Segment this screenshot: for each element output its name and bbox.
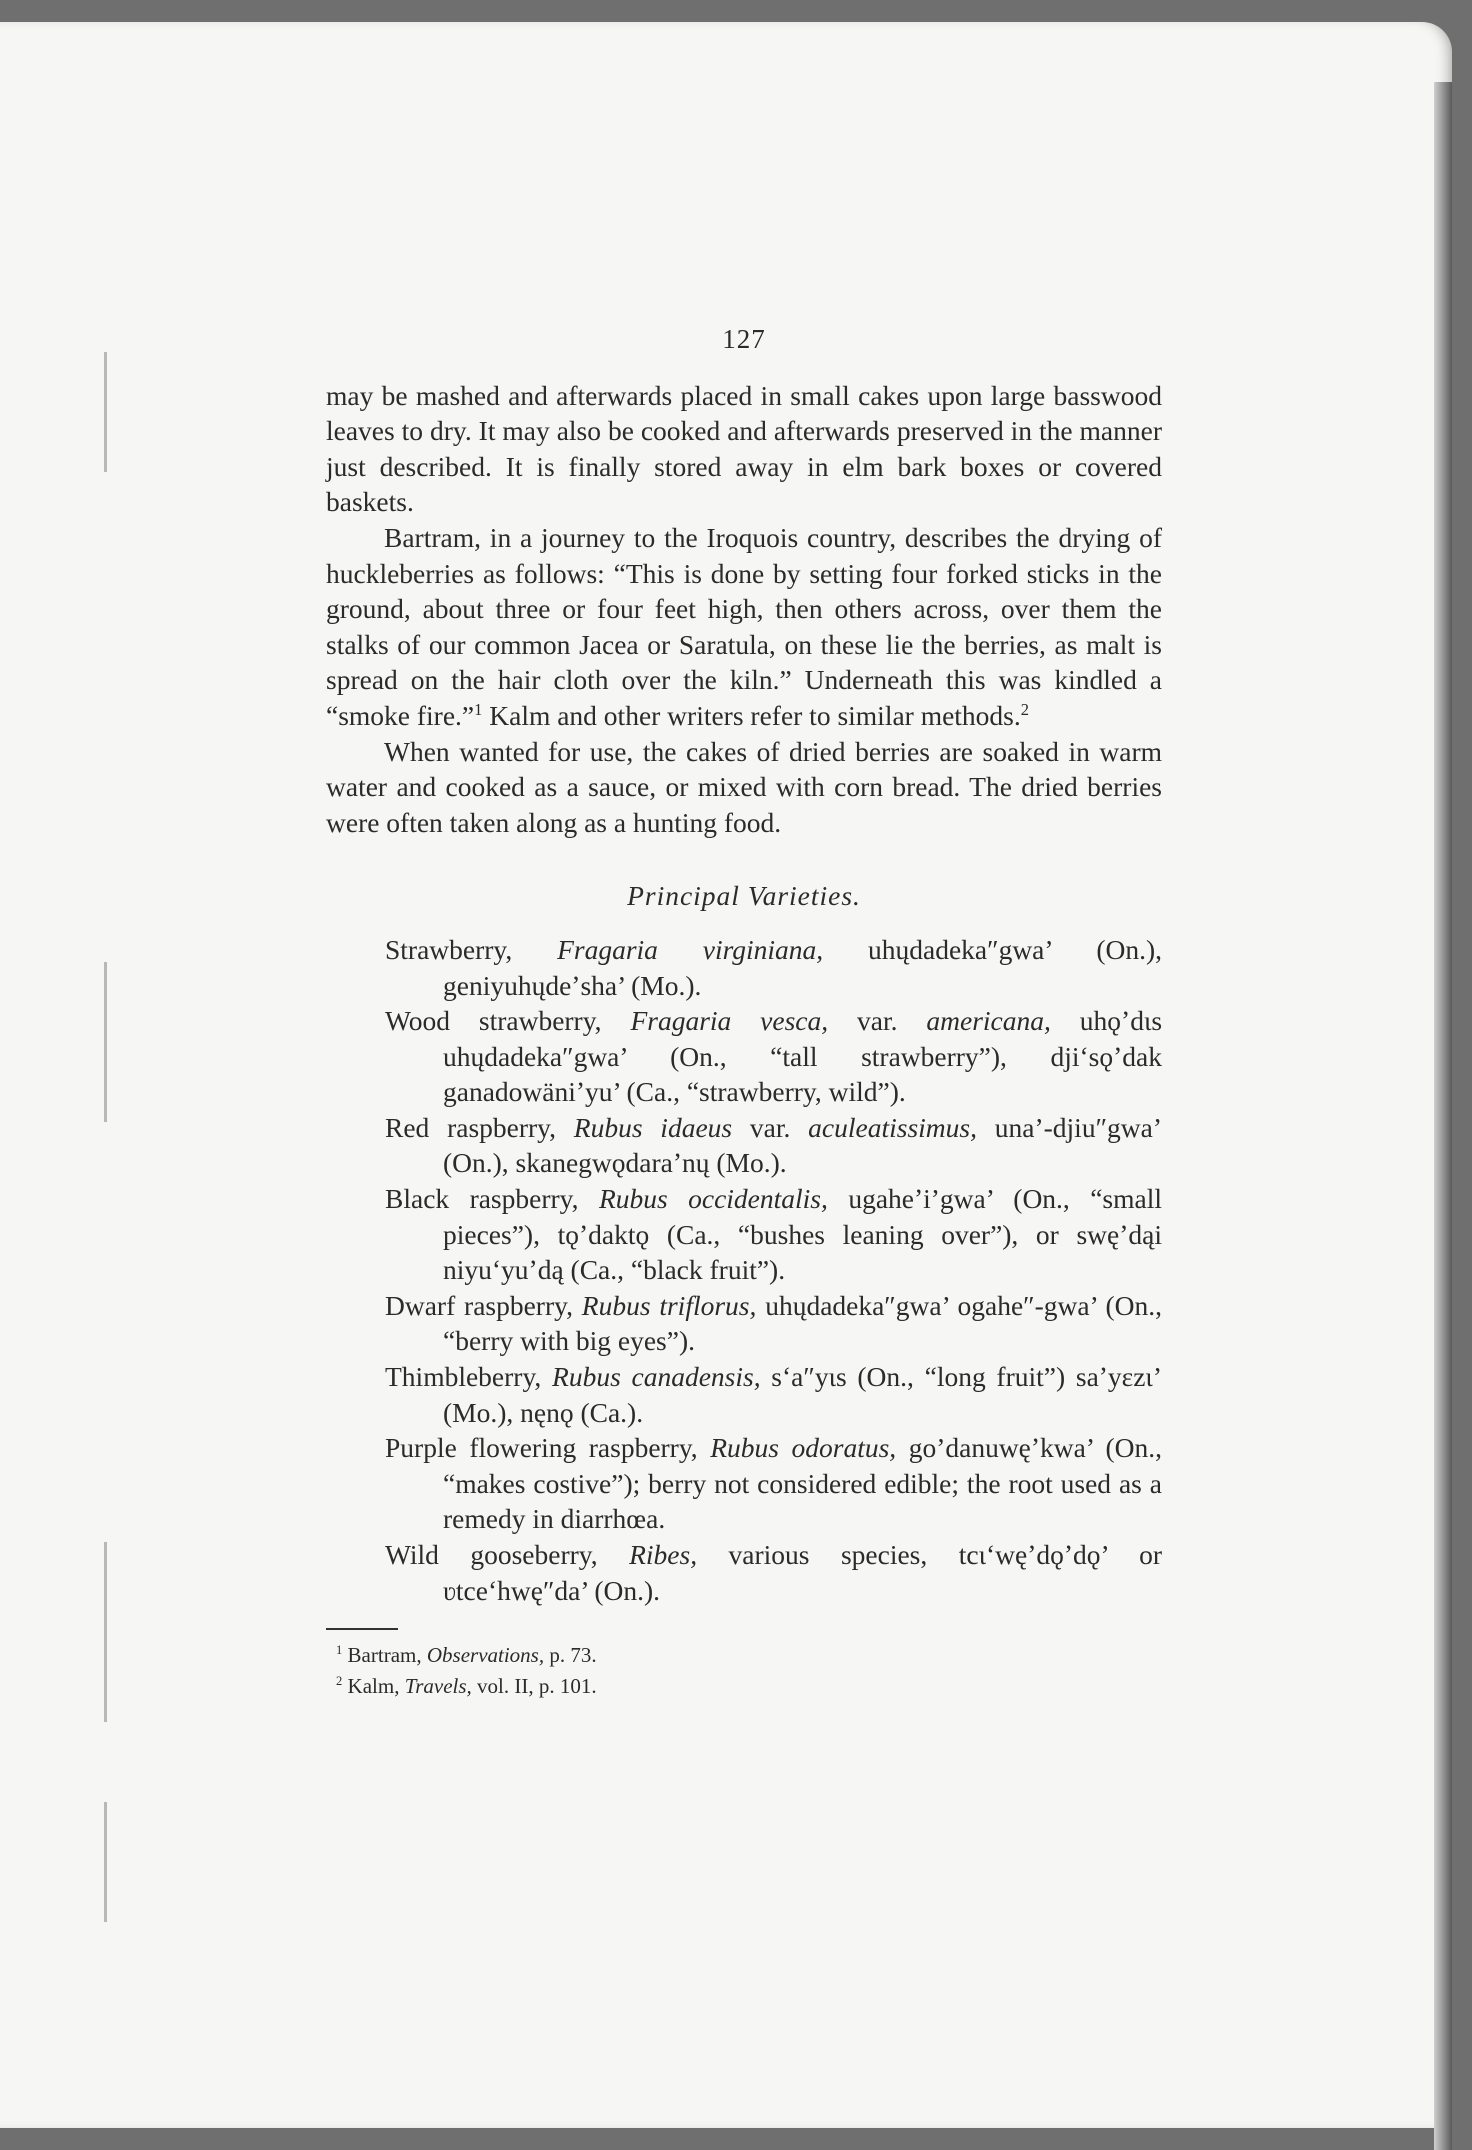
section-heading: Principal Varieties. — [627, 880, 861, 912]
footnote: $^1$ Bartram, Observations, p. 73. — [336, 1643, 597, 1668]
binding-mark — [104, 1542, 107, 1722]
paragraph-text: Bartram, in a journey to the Iroquois country, describes the drying of huckleberries as follows: “This is done by setting four forked sticks in the ground, about three or four feet high, then others across, over them the stalks of our common Jacea or Saratula, on these lie the berries, as malt is spread on the hair cloth over the kiln.” Underneath this was kindled a “smoke fire.” — [326, 521, 1162, 731]
paragraph: When wanted for use, the cakes of dried berries are soaked in warm water and cooked as a sauce, or mixed with corn bread. The dried berries were often taken along as a hunting food. — [326, 735, 1162, 838]
paragraph-text: Kalm and other writers refer to similar methods. — [489, 699, 1021, 731]
page-number: 127 — [722, 324, 766, 354]
binding-mark — [104, 1802, 107, 1922]
variety-entry: Dwarf raspberry, Rubus triflorus, uhųdadeka″gwa’ ogahe″-gwa’ (On., “berry with big eyes”). — [385, 1289, 1163, 1357]
variety-entry: Black raspberry, Rubus occidentalis, ugaheʼi’gwa’ (On., “small pieces”), tǫʼdaktǫ (Ca., “bushes leaning over”), or swęʼdąi niyuʻyuʼdą (Ca., “black fruit”). — [385, 1183, 1163, 1286]
variety-entry: Thimbleberry, Rubus canadensis, sʻa″yɩs (On., “long fruit”) saʼyɛzɩ’ (Mo.), nęnǫ (Ca.). — [385, 1361, 1162, 1428]
variety-entry: Strawberry, Fragaria virginiana, uhųdadeka″gwa’ (On.), geniyuhųdeʼsha’ (Mo.). — [385, 933, 1162, 1001]
paragraph — [326, 520, 1162, 734]
footnote-mark: 2 — [1020, 699, 1030, 719]
varieties-list — [326, 932, 1162, 1608]
book-page — [0, 22, 1452, 2128]
footnote: $^2$ Kalm, Travels, vol. II, p. 101. — [336, 1674, 597, 1699]
variety-entry: Red raspberry, Rubus idaeus var. aculeatissimus, una’-djiu″gwa’ (On.), skanegwǫdaraʼnų (Mo.). — [385, 1111, 1162, 1179]
paragraph: may be mashed and afterwards placed in small cakes upon large basswood leaves to dry. It may also be cooked and afterwards preserved in the manner just described. It is finally stored away in elm bark boxes or covered baskets. — [326, 379, 1162, 518]
binding-mark — [104, 352, 107, 472]
footnote-mark: 1 — [474, 699, 483, 719]
page-edge — [1434, 82, 1452, 2150]
page-content — [326, 322, 1162, 1702]
variety-entry: Wild gooseberry, Ribes, various species, tcɩʻwęʼdǫʼdǫ’ or ʋtceʻhwę″da’ (On.). — [385, 1539, 1162, 1606]
variety-entry: Wood strawberry, Fragaria vesca, var. americana, uhǫʼdɩs uhųdadeka″gwa’ (On., “tall strawberry”), djiʻsǫʼdak ganadowäniʼyu’ (Ca., “strawberry, wild”). — [385, 1005, 1163, 1108]
binding-mark — [104, 962, 107, 1122]
variety-entry: Purple flowering raspberry, Rubus odoratus, go’danuwęʼkwa’ (On., “makes costive”); berry not considered edible; the root used as a remedy in diarrhœa. — [385, 1432, 1163, 1535]
footnote-divider — [326, 1628, 398, 1630]
